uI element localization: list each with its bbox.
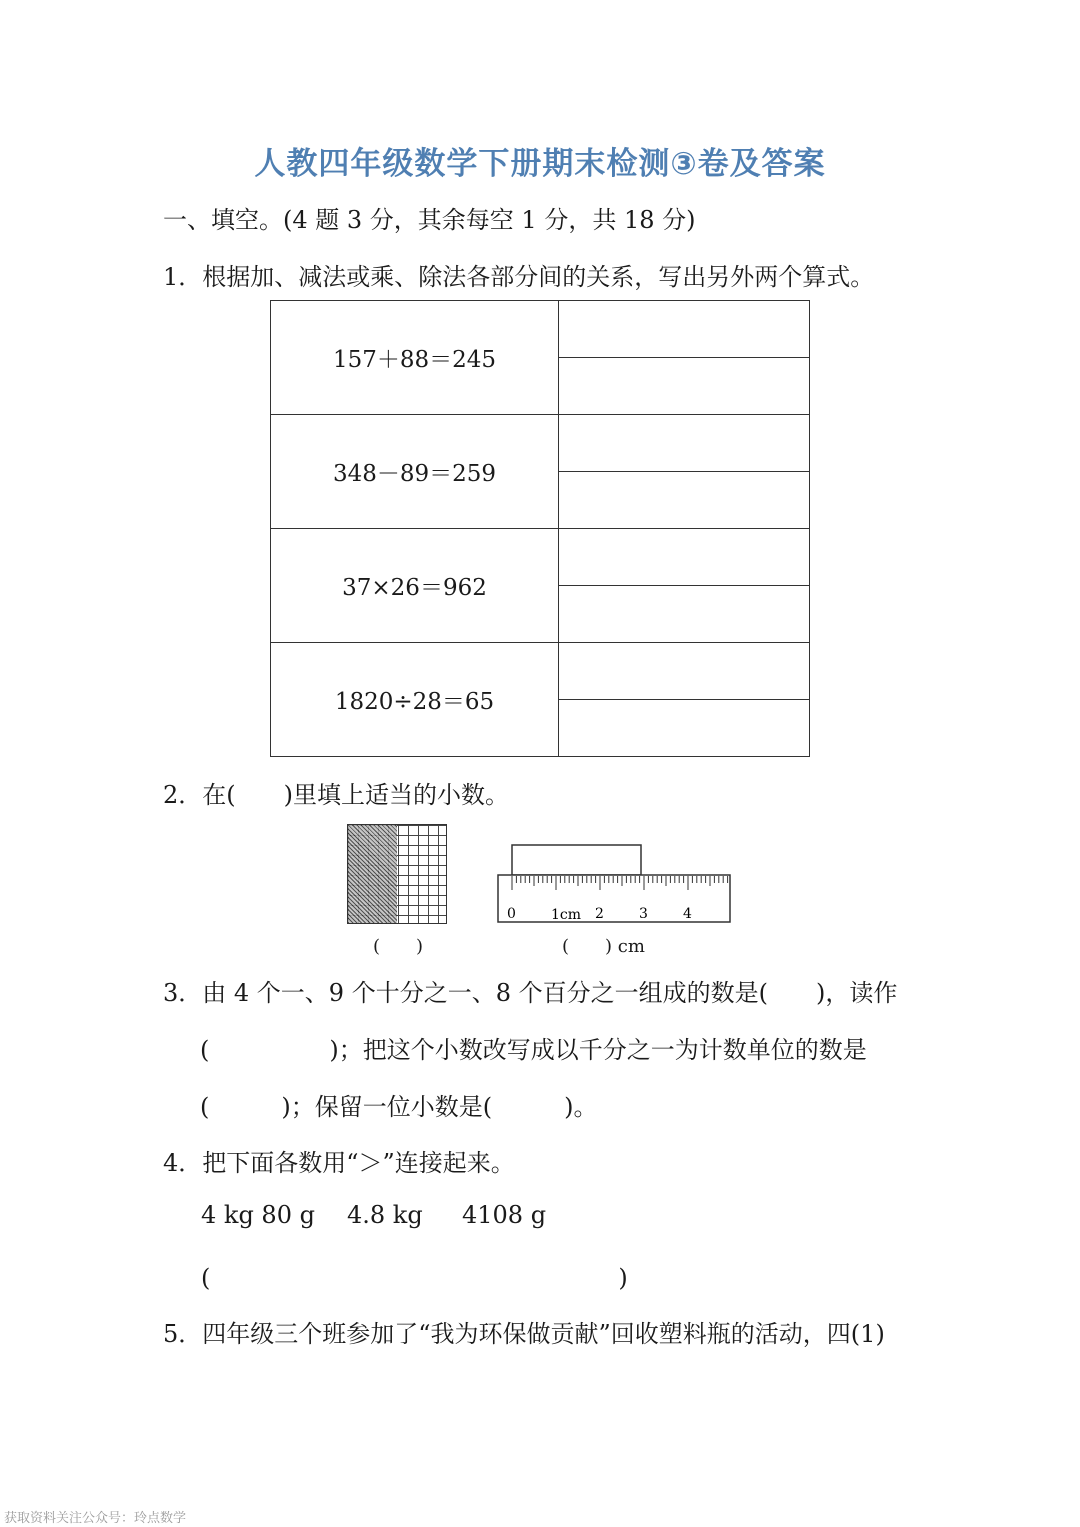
question-3-line-3: ( )；保留一位小数是( )。 [200, 1093, 598, 1121]
answer-cell[interactable] [559, 586, 810, 643]
answer-cell[interactable] [559, 472, 810, 529]
ruler-answer-blank[interactable]: ( ) cm [562, 936, 645, 957]
answer-cell[interactable] [559, 700, 810, 757]
question-3-line-2: ( )；把这个小数改写成以千分之一为计数单位的数是 [200, 1036, 867, 1064]
question-4-answer-blank[interactable]: ( ) [201, 1264, 628, 1292]
question-1-text: 1．根据加、减法或乘、除法各部分间的关系，写出另外两个算式。 [163, 263, 875, 291]
ruler-label: 2 [595, 906, 604, 922]
answer-cell[interactable] [559, 529, 810, 586]
weight-value: 4108 g [462, 1201, 547, 1229]
answer-cell[interactable] [559, 358, 810, 415]
ruler-figure [496, 843, 734, 925]
question-2-text: 2．在( )里填上适当的小数。 [163, 781, 509, 809]
question-4-text: 4．把下面各数用“＞”连接起来。 [163, 1149, 515, 1177]
answer-cell[interactable] [559, 643, 810, 700]
weight-value: 4.8 kg [347, 1201, 423, 1229]
footer-note: 获取资料关注公众号：玲点数学 [4, 1511, 187, 1526]
calculation-table [270, 300, 810, 757]
answer-cell[interactable] [559, 301, 810, 358]
ruler-label: 1cm [551, 907, 582, 923]
expression-cell: 157＋88＝245 [271, 301, 559, 415]
ruler-label: 0 [507, 906, 516, 922]
ruler-body [498, 875, 730, 922]
expression-cell: 348－89＝259 [271, 415, 559, 529]
weight-value: 4 kg 80 g [201, 1201, 315, 1229]
measured-bar [512, 845, 641, 875]
page-title: 人教四年级数学下册期末检测③卷及答案 [254, 146, 826, 182]
expression-cell: 1820÷28＝65 [271, 643, 559, 757]
ruler-label: 3 [639, 906, 648, 922]
ruler-label: 4 [683, 906, 692, 922]
grid-answer-blank[interactable]: ( ) [373, 936, 424, 957]
answer-cell[interactable] [559, 415, 810, 472]
expression-cell: 37×26＝962 [271, 529, 559, 643]
question-5-text: 5．四年级三个班参加了“我为环保做贡献”回收塑料瓶的活动，四(1) [163, 1320, 885, 1348]
grid-shaded-area [348, 825, 397, 923]
question-3-line-1: 3．由 4 个一、9 个十分之一、8 个百分之一组成的数是( )，读作 [163, 979, 898, 1007]
section-heading: 一、填空。(4 题 3 分，其余每空 1 分，共 18 分) [163, 206, 696, 234]
